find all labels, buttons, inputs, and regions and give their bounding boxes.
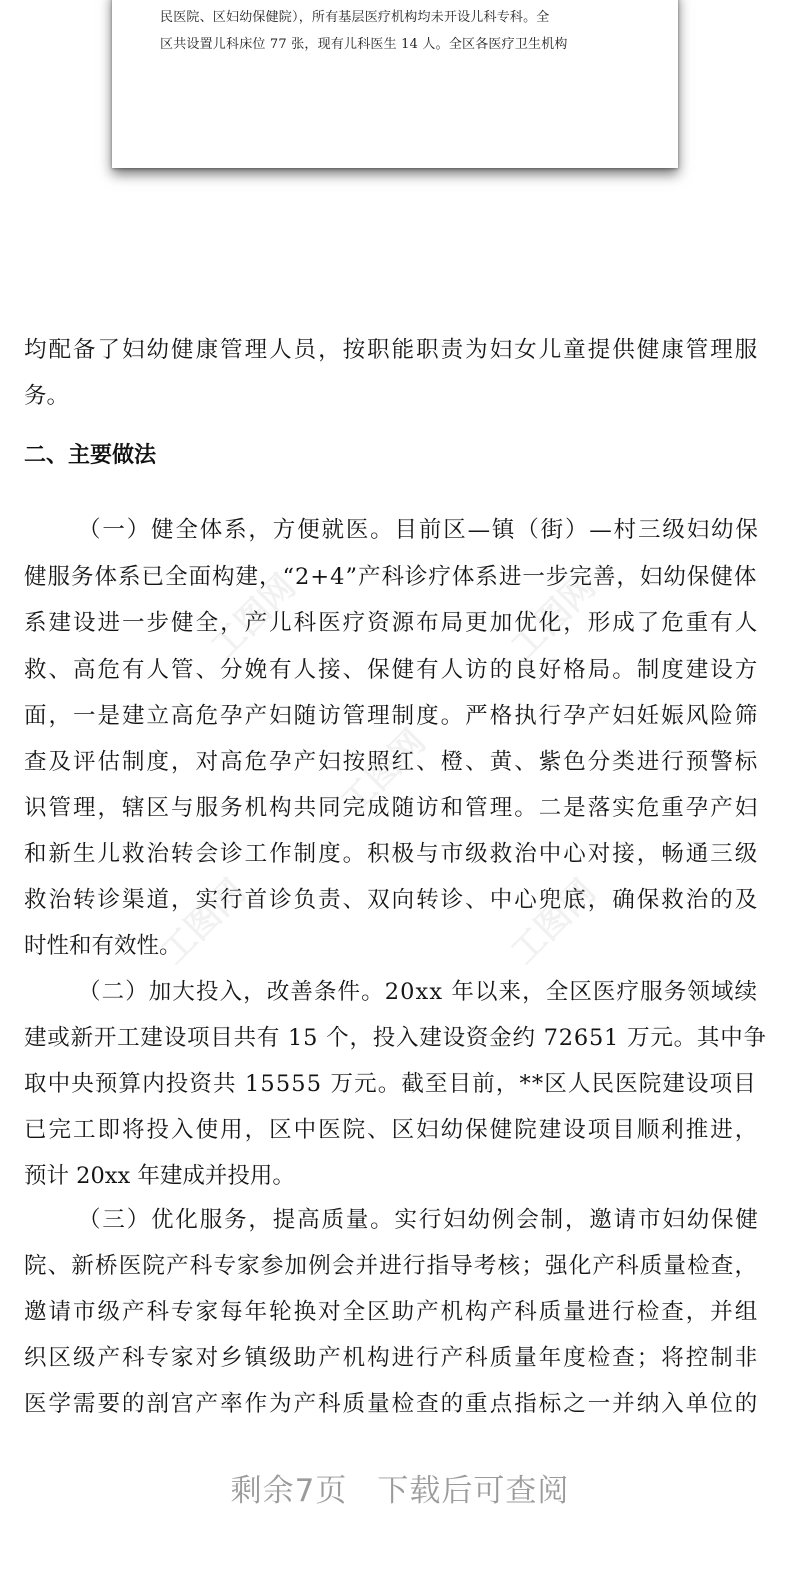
body-line: 和新生儿救治转会诊工作制度。积极与市级救治中心对接，畅通三级	[24, 841, 760, 867]
watermark: 工图网	[503, 566, 604, 668]
body-line: （二）加大投入，改善条件。20xx 年以来，全区医疗服务领域续	[78, 979, 759, 1005]
watermark: 工图网	[333, 721, 434, 823]
body-line: 面，一是建立高危孕产妇随访管理制度。严格执行孕产妇妊娠风险筛	[24, 703, 760, 729]
body-line: 系建设进一步健全，产儿科医疗资源布局更加优化，形成了危重有人	[24, 610, 760, 636]
watermark: 工图网	[153, 871, 254, 973]
body-line: 邀请市级产科专家每年轮换对全区助产机构产科质量进行检查，并组	[24, 1299, 760, 1325]
body-line: 医学需要的剖宫产率作为产科质量检查的重点指标之一并纳入单位的	[24, 1391, 760, 1417]
body-line: 已完工即将投入使用，区中医院、区妇幼保健院建设项目顺利推进，	[24, 1117, 760, 1143]
watermark: 工图网	[503, 871, 604, 973]
body-line: 务。	[24, 383, 70, 409]
body-line: （一）健全体系，方便就医。目前区—镇（街）—村三级妇幼保	[78, 517, 760, 543]
body-line: 查及评估制度，对高危孕产妇按照红、橙、黄、紫色分类进行预警标	[24, 749, 760, 775]
download-prompt[interactable]	[0, 1465, 800, 1510]
preview-line: 民医院、区妇幼保健院），所有基层医疗机构均未开设儿科专科。全	[160, 10, 550, 25]
body-line: 识管理，辖区与服务机构共同完成随访和管理。二是落实危重孕产妇	[24, 795, 760, 821]
remaining-pages-label: 剩余7页	[230, 1473, 348, 1509]
body-line: 织区级产科专家对乡镇级助产机构进行产科质量年度检查；将控制非	[24, 1345, 760, 1371]
watermark: 工图网	[203, 566, 304, 668]
body-line: 院、新桥医院产科专家参加例会并进行指导考核；强化产科质量检查，	[24, 1253, 759, 1279]
body-line: （三）优化服务，提高质量。实行妇幼例会制，邀请市妇幼保健	[78, 1207, 760, 1233]
preview-line: 区共设置儿科床位 77 张，现有儿科医生 14 人。全区各医疗卫生机构	[160, 37, 568, 52]
body-line: 救治转诊渠道，实行首诊负责、双向转诊、中心兜底，确保救治的及	[24, 887, 760, 913]
body-line: 预计 20xx 年建成并投用。	[24, 1163, 295, 1189]
body-line: 时性和有效性。	[24, 933, 182, 959]
body-line: 均配备了妇幼健康管理人员，按职能职责为妇女儿童提供健康管理服	[24, 337, 760, 363]
download-to-read-link[interactable]: 下载后可查阅	[377, 1473, 570, 1509]
body-line: 取中央预算内投资共 15555 万元。截至目前，**区人民医院建设项目	[24, 1071, 757, 1097]
body-line: 健服务体系已全面构建，“2+4”产科诊疗体系进一步完善，妇幼保健体	[24, 564, 758, 590]
body-line: 救、高危有人管、分娩有人接、保健有人访的良好格局。制度建设方	[24, 657, 760, 683]
document-preview-card	[112, 0, 678, 168]
section-heading: 二、主要做法	[24, 443, 157, 468]
body-line: 建或新开工建设项目共有 15 个，投入建设资金约 72651 万元。其中争	[24, 1025, 767, 1051]
